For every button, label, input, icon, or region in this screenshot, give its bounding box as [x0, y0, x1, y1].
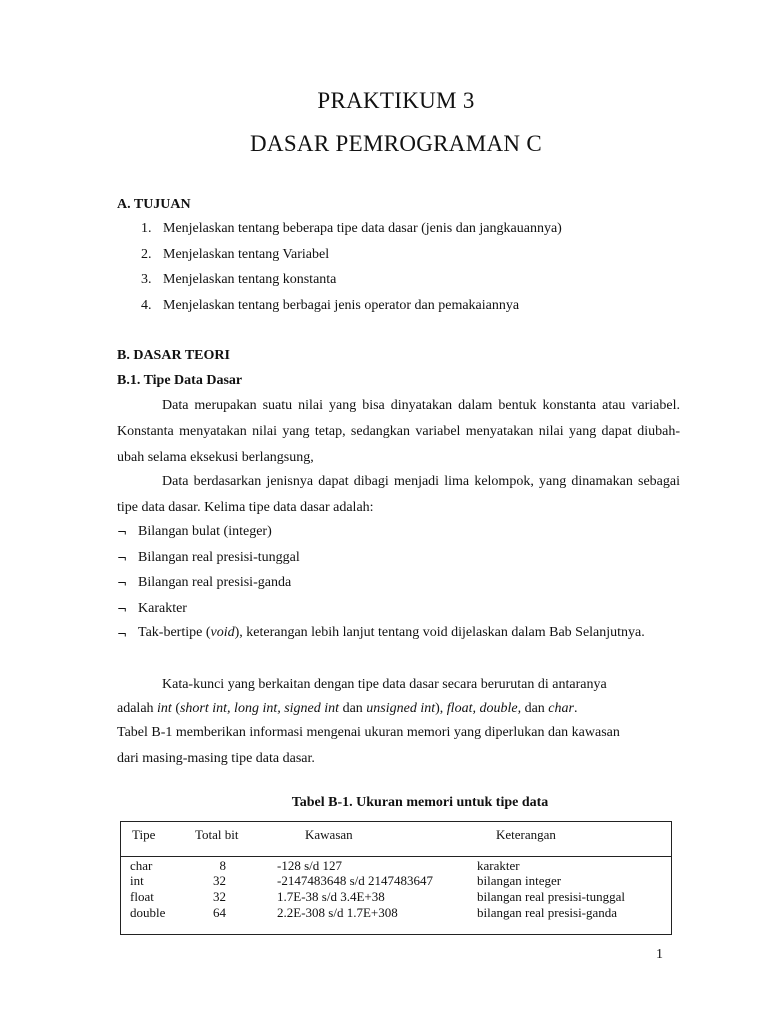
list-item-number: 3.	[141, 272, 152, 287]
bullet-symbol: ¬	[117, 602, 128, 616]
paragraph-data-definition: Data merupakan suatu nilai yang bisa dinyatakan dalam bentuk konstanta atau variabel. Konstanta menyatakan nilai yang tetap, sedangkan variabel menyatakan nilai yang dapat diubah-ubah selama eksekusi berlangsung,	[117, 398, 680, 465]
page-subtitle: DASAR PEMROGRAMAN C	[250, 131, 542, 156]
paragraph-keywords-line1: Kata-kunci yang berkaitan dengan tipe data dasar secara berurutan di antaranya	[162, 677, 607, 692]
section-a-heading: A. TUJUAN	[117, 197, 191, 212]
column-header-tipe: Tipe	[132, 827, 156, 842]
paragraph-keywords-line2: adalah int (short int, long int, signed int dan unsigned int), float, double, dan char.	[117, 701, 578, 716]
list-item: Menjelaskan tentang Variabel	[163, 247, 330, 262]
list-item	[117, 626, 680, 646]
list-item	[117, 601, 680, 617]
paragraph-table-intro: Tabel B-1 memberikan informasi mengenai ukuran memori yang diperlukan dan kawasan dari masing-masing tipe data dasar.	[117, 725, 620, 766]
bullet-text: Bilangan real presisi-tunggal	[138, 550, 300, 565]
bullet-symbol: ¬	[117, 525, 128, 539]
list-item-number: 4.	[141, 298, 152, 313]
void-keyword: void	[210, 625, 235, 640]
keyword-unsigned-int: unsigned int	[366, 701, 436, 716]
list-item: Menjelaskan tentang berbagai jenis operator dan pemakaiannya	[163, 298, 520, 313]
page-number: 1	[656, 947, 663, 962]
bullet-symbol: ¬	[117, 551, 128, 565]
list-item	[117, 575, 680, 591]
bullet-text: Bilangan bulat (integer)	[138, 524, 272, 539]
keyword-list: short int, long int, signed int	[179, 701, 340, 716]
list-item-number: 1.	[141, 221, 152, 236]
list-item-number: 2.	[141, 247, 152, 262]
keyword-char: char	[548, 701, 574, 716]
bullet-text-void: Tak-bertipe (void), keterangan lebih lanjut tentang void dijelaskan dalam Bab Selanjutnya.	[138, 625, 645, 640]
bullet-symbol: ¬	[117, 576, 128, 590]
data-type-table: Tipe Total bit Kawasan Keterangan char 8 -128 s/d 127 karakter int 32 -2147483648 s/d 2147483647 bilangan integer float 32 1.7E-38 s/d 3.4E+38 bilangan real presisi-tunggal double 64 2.2E-308 s/d 1.7E+308 bilangan real presisi-ganda	[120, 821, 672, 935]
column-header-keterangan: Keterangan	[496, 827, 556, 842]
column-header-kawasan: Kawasan	[305, 827, 353, 842]
page-title: PRAKTIKUM 3	[317, 88, 475, 113]
list-item: Menjelaskan tentang konstanta	[163, 272, 337, 287]
column-header-total-bit: Total bit	[195, 827, 239, 842]
section-b1-subheading: B.1. Tipe Data Dasar	[117, 373, 243, 388]
list-item: Menjelaskan tentang beberapa tipe data dasar (jenis dan jangkauannya)	[163, 221, 562, 236]
keyword-float-double: float, double,	[446, 701, 522, 716]
table-caption: Tabel B-1. Ukuran memori untuk tipe data	[291, 795, 549, 810]
bullet-text: Bilangan real presisi-ganda	[138, 575, 292, 590]
list-item	[117, 524, 680, 540]
keyword-int: int	[157, 701, 172, 716]
bullet-symbol: ¬	[117, 627, 128, 641]
bullet-text: Karakter	[138, 601, 187, 616]
section-b-heading: B. DASAR TEORI	[117, 348, 230, 363]
list-item	[117, 550, 680, 566]
table-header-row	[121, 822, 671, 857]
paragraph-data-kinds: Data berdasarkan jenisnya dapat dibagi menjadi lima kelompok, yang dinamakan sebagai tipe data dasar. Kelima tipe data dasar adalah:	[117, 474, 680, 515]
